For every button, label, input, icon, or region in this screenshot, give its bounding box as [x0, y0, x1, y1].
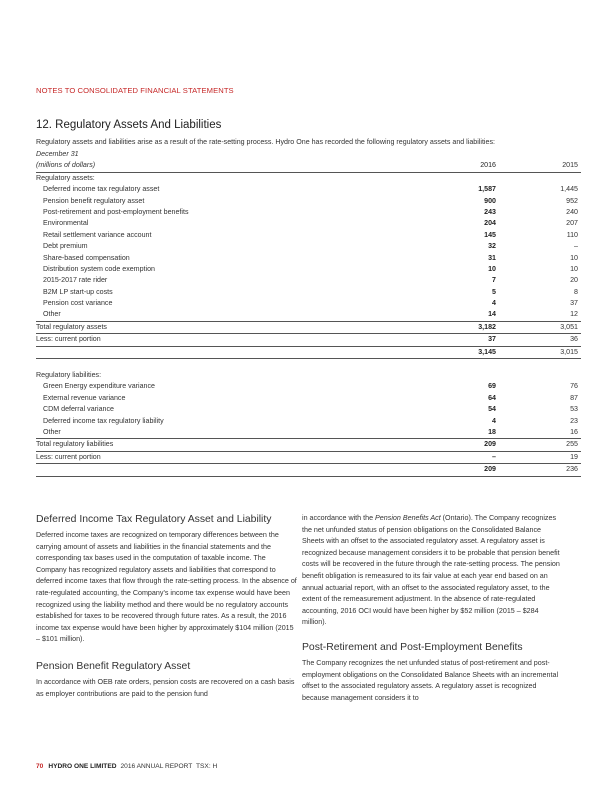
value-2016: 145 — [484, 230, 496, 239]
row-label: CDM deferral variance — [43, 405, 114, 414]
pension-benefit-heading: Pension Benefit Regulatory Asset — [36, 660, 191, 672]
assets-net-row — [36, 347, 581, 359]
assets-total-row — [36, 322, 581, 334]
value-2016: 5 — [492, 287, 496, 296]
deferred-tax-heading: Deferred Income Tax Regulatory Asset and Liability — [36, 514, 272, 525]
value-2016: 243 — [484, 207, 496, 216]
table-row — [36, 241, 581, 252]
row-label: Other — [43, 310, 61, 319]
value-2016: 7 — [492, 276, 496, 285]
value-2016: 31 — [488, 253, 496, 262]
page-number: 70 — [36, 763, 44, 770]
table-row — [36, 207, 581, 218]
ticker-symbol: TSX: H — [196, 763, 218, 770]
value-2016: 37 — [488, 335, 496, 344]
table-row — [36, 218, 581, 229]
table-date-row — [36, 149, 581, 160]
table-date-label: December 31 — [36, 150, 79, 158]
value-2016: 32 — [488, 242, 496, 251]
row-label: Environmental — [43, 219, 89, 228]
value-2015: 76 — [570, 382, 578, 391]
column-header-2016: 2016 — [480, 161, 496, 170]
table-row — [36, 427, 581, 439]
table-units-label: (millions of dollars) — [36, 161, 96, 170]
table-row — [36, 416, 581, 427]
value-2015: 207 — [566, 219, 578, 228]
table-row — [36, 196, 581, 207]
row-label: Pension cost variance — [43, 299, 113, 308]
assets-heading-row — [36, 173, 581, 184]
liabilities-heading-row — [36, 370, 581, 381]
regulatory-table — [36, 149, 581, 477]
value-2016: 4 — [492, 299, 496, 308]
value-2015: 20 — [570, 276, 578, 285]
value-2016: 204 — [484, 219, 496, 228]
assets-current-row — [36, 334, 581, 346]
value-2015: 37 — [570, 299, 578, 308]
table-row — [36, 393, 581, 404]
table-row — [36, 298, 581, 309]
row-label: Total regulatory assets — [36, 322, 107, 331]
company-name: HYDRO ONE LIMITED — [48, 763, 117, 770]
row-label: External revenue variance — [43, 393, 126, 402]
value-2015: 255 — [566, 440, 578, 449]
row-label: 2015-2017 rate rider — [43, 276, 108, 285]
row-label: Pension benefit regulatory asset — [43, 196, 145, 205]
value-2015: 10 — [570, 253, 578, 262]
value-2015: 1,445 — [560, 185, 578, 194]
row-label: Share-based compensation — [43, 253, 130, 262]
value-2015: 3,051 — [560, 322, 578, 331]
row-label: Post-retirement and post-employment benefits — [43, 207, 189, 216]
table-row — [36, 309, 581, 321]
value-2015: 19 — [570, 452, 578, 461]
row-label: Debt premium — [43, 242, 88, 251]
value-2016: 18 — [488, 427, 496, 436]
row-label: Less: current portion — [36, 335, 101, 344]
value-2016: 69 — [488, 382, 496, 391]
row-label: Green Energy expenditure variance — [43, 382, 155, 391]
value-2015: 3,015 — [560, 347, 578, 356]
section-header: NOTES TO CONSOLIDATED FINANCIAL STATEMENTS — [36, 86, 234, 95]
post-retirement-heading: Post-Retirement and Post-Employment Benefits — [302, 641, 523, 653]
page-footer — [36, 763, 217, 770]
post-retirement-paragraph: The Company recognizes the net unfunded status of post-retirement and post-employment obligations on the Consolidated Balance Sheets with an incremental offset to the associated regulatory assets. A regulatory asset is recognized because management considers it to — [302, 658, 559, 702]
deferred-tax-paragraph: Deferred income taxes are recognized on temporary differences between the carrying amount of assets and liabilities in the financial statements and the corresponding tax bases used in the computation of taxable income. The Company has recognized regulatory assets and liabilities that correspond to deferred income taxes that flow through the rate-setting process. In the absence of rate-regulated accounting, the Company’s income tax expense would have been recognized using the liability method and there would be no regulatory accounts established for taxes to be recovered through future rates. As a result, the 2016 income tax expense would have been higher by approximately $104 million (2015 – $101 million). — [36, 531, 297, 644]
value-2015: 12 — [570, 310, 578, 319]
value-2015: 240 — [566, 207, 578, 216]
value-2016: 900 — [484, 196, 496, 205]
value-2015: 87 — [570, 393, 578, 402]
right-column — [302, 513, 564, 704]
left-column — [36, 513, 298, 700]
value-2015: 952 — [566, 196, 578, 205]
value-2015: 236 — [566, 465, 578, 474]
table-row — [36, 184, 581, 195]
value-2015: 36 — [570, 335, 578, 344]
value-2015: 8 — [574, 287, 578, 296]
table-row — [36, 230, 581, 241]
table-row — [36, 404, 581, 415]
report-name: 2016 ANNUAL REPORT — [120, 763, 193, 770]
act-name: Pension Benefits Act — [375, 514, 441, 522]
liabilities-heading: Regulatory liabilities: — [36, 371, 102, 380]
value-2015: 23 — [570, 416, 578, 425]
value-2016: 4 — [492, 416, 496, 425]
row-label: Deferred income tax regulatory asset — [43, 185, 160, 194]
value-2016: 1,587 — [478, 185, 496, 194]
value-2016: 10 — [488, 264, 496, 273]
value-2015: 10 — [570, 264, 578, 273]
value-2016: 64 — [488, 393, 496, 402]
assets-heading: Regulatory assets: — [36, 173, 95, 182]
value-2015: 110 — [566, 230, 578, 239]
value-2016: 209 — [484, 440, 496, 449]
row-label: B2M LP start-up costs — [43, 287, 113, 296]
row-label: Distribution system code exemption — [43, 264, 155, 273]
row-label: Other — [43, 427, 61, 436]
value-2016: 209 — [484, 465, 496, 474]
table-header-row — [36, 160, 581, 172]
table-row — [36, 287, 581, 298]
note-title: 12. Regulatory Assets And Liabilities — [36, 119, 222, 131]
value-2015: 53 — [570, 405, 578, 414]
column-header-2015: 2015 — [562, 161, 578, 170]
row-label: Less: current portion — [36, 452, 101, 461]
value-2016: – — [492, 452, 496, 461]
pension-benefit-paragraph: In accordance with OEB rate orders, pension costs are recovered on a cash basis as employer contributions are paid to the pension fund — [36, 677, 295, 698]
value-2015: – — [574, 242, 578, 251]
row-label: Deferred income tax regulatory liability — [43, 416, 164, 425]
value-2016: 3,182 — [478, 322, 496, 331]
table-row — [36, 275, 581, 286]
value-2016: 3,145 — [478, 347, 496, 356]
pension-benefit-continued: in accordance with the Pension Benefits Act (Ontario). The Company recognizes the net unfunded status of pension obligations on the Consolidated Balance Sheets with an offset to the associated regulatory asset. A regulatory asset is recognized because management considers it to be probable that pension benefit costs will be recovered in the future through the rate-setting process. The pension benefit obligation is remeasured to its fair value at each year end based on an annual actuarial report, with an offset to the associated regulatory asset, to the extent of the remeasurement adjustment. In the absence of rate-regulated accounting, 2016 OCI would have been higher by $52 million (2015 – $284 million). — [302, 514, 560, 627]
value-2015: 16 — [570, 427, 578, 436]
row-label: Retail settlement variance account — [43, 230, 152, 239]
liabilities-current-row — [36, 452, 581, 464]
value-2016: 14 — [488, 310, 496, 319]
note-intro: Regulatory assets and liabilities arise as a result of the rate-setting process. Hydro One has recorded the following regulatory assets and liabilities: — [36, 138, 495, 146]
table-row — [36, 381, 581, 392]
liabilities-net-row — [36, 464, 581, 476]
table-row — [36, 264, 581, 275]
liabilities-total-row — [36, 439, 581, 451]
row-label: Total regulatory liabilities — [36, 440, 114, 449]
table-row — [36, 253, 581, 264]
value-2016: 54 — [488, 405, 496, 414]
